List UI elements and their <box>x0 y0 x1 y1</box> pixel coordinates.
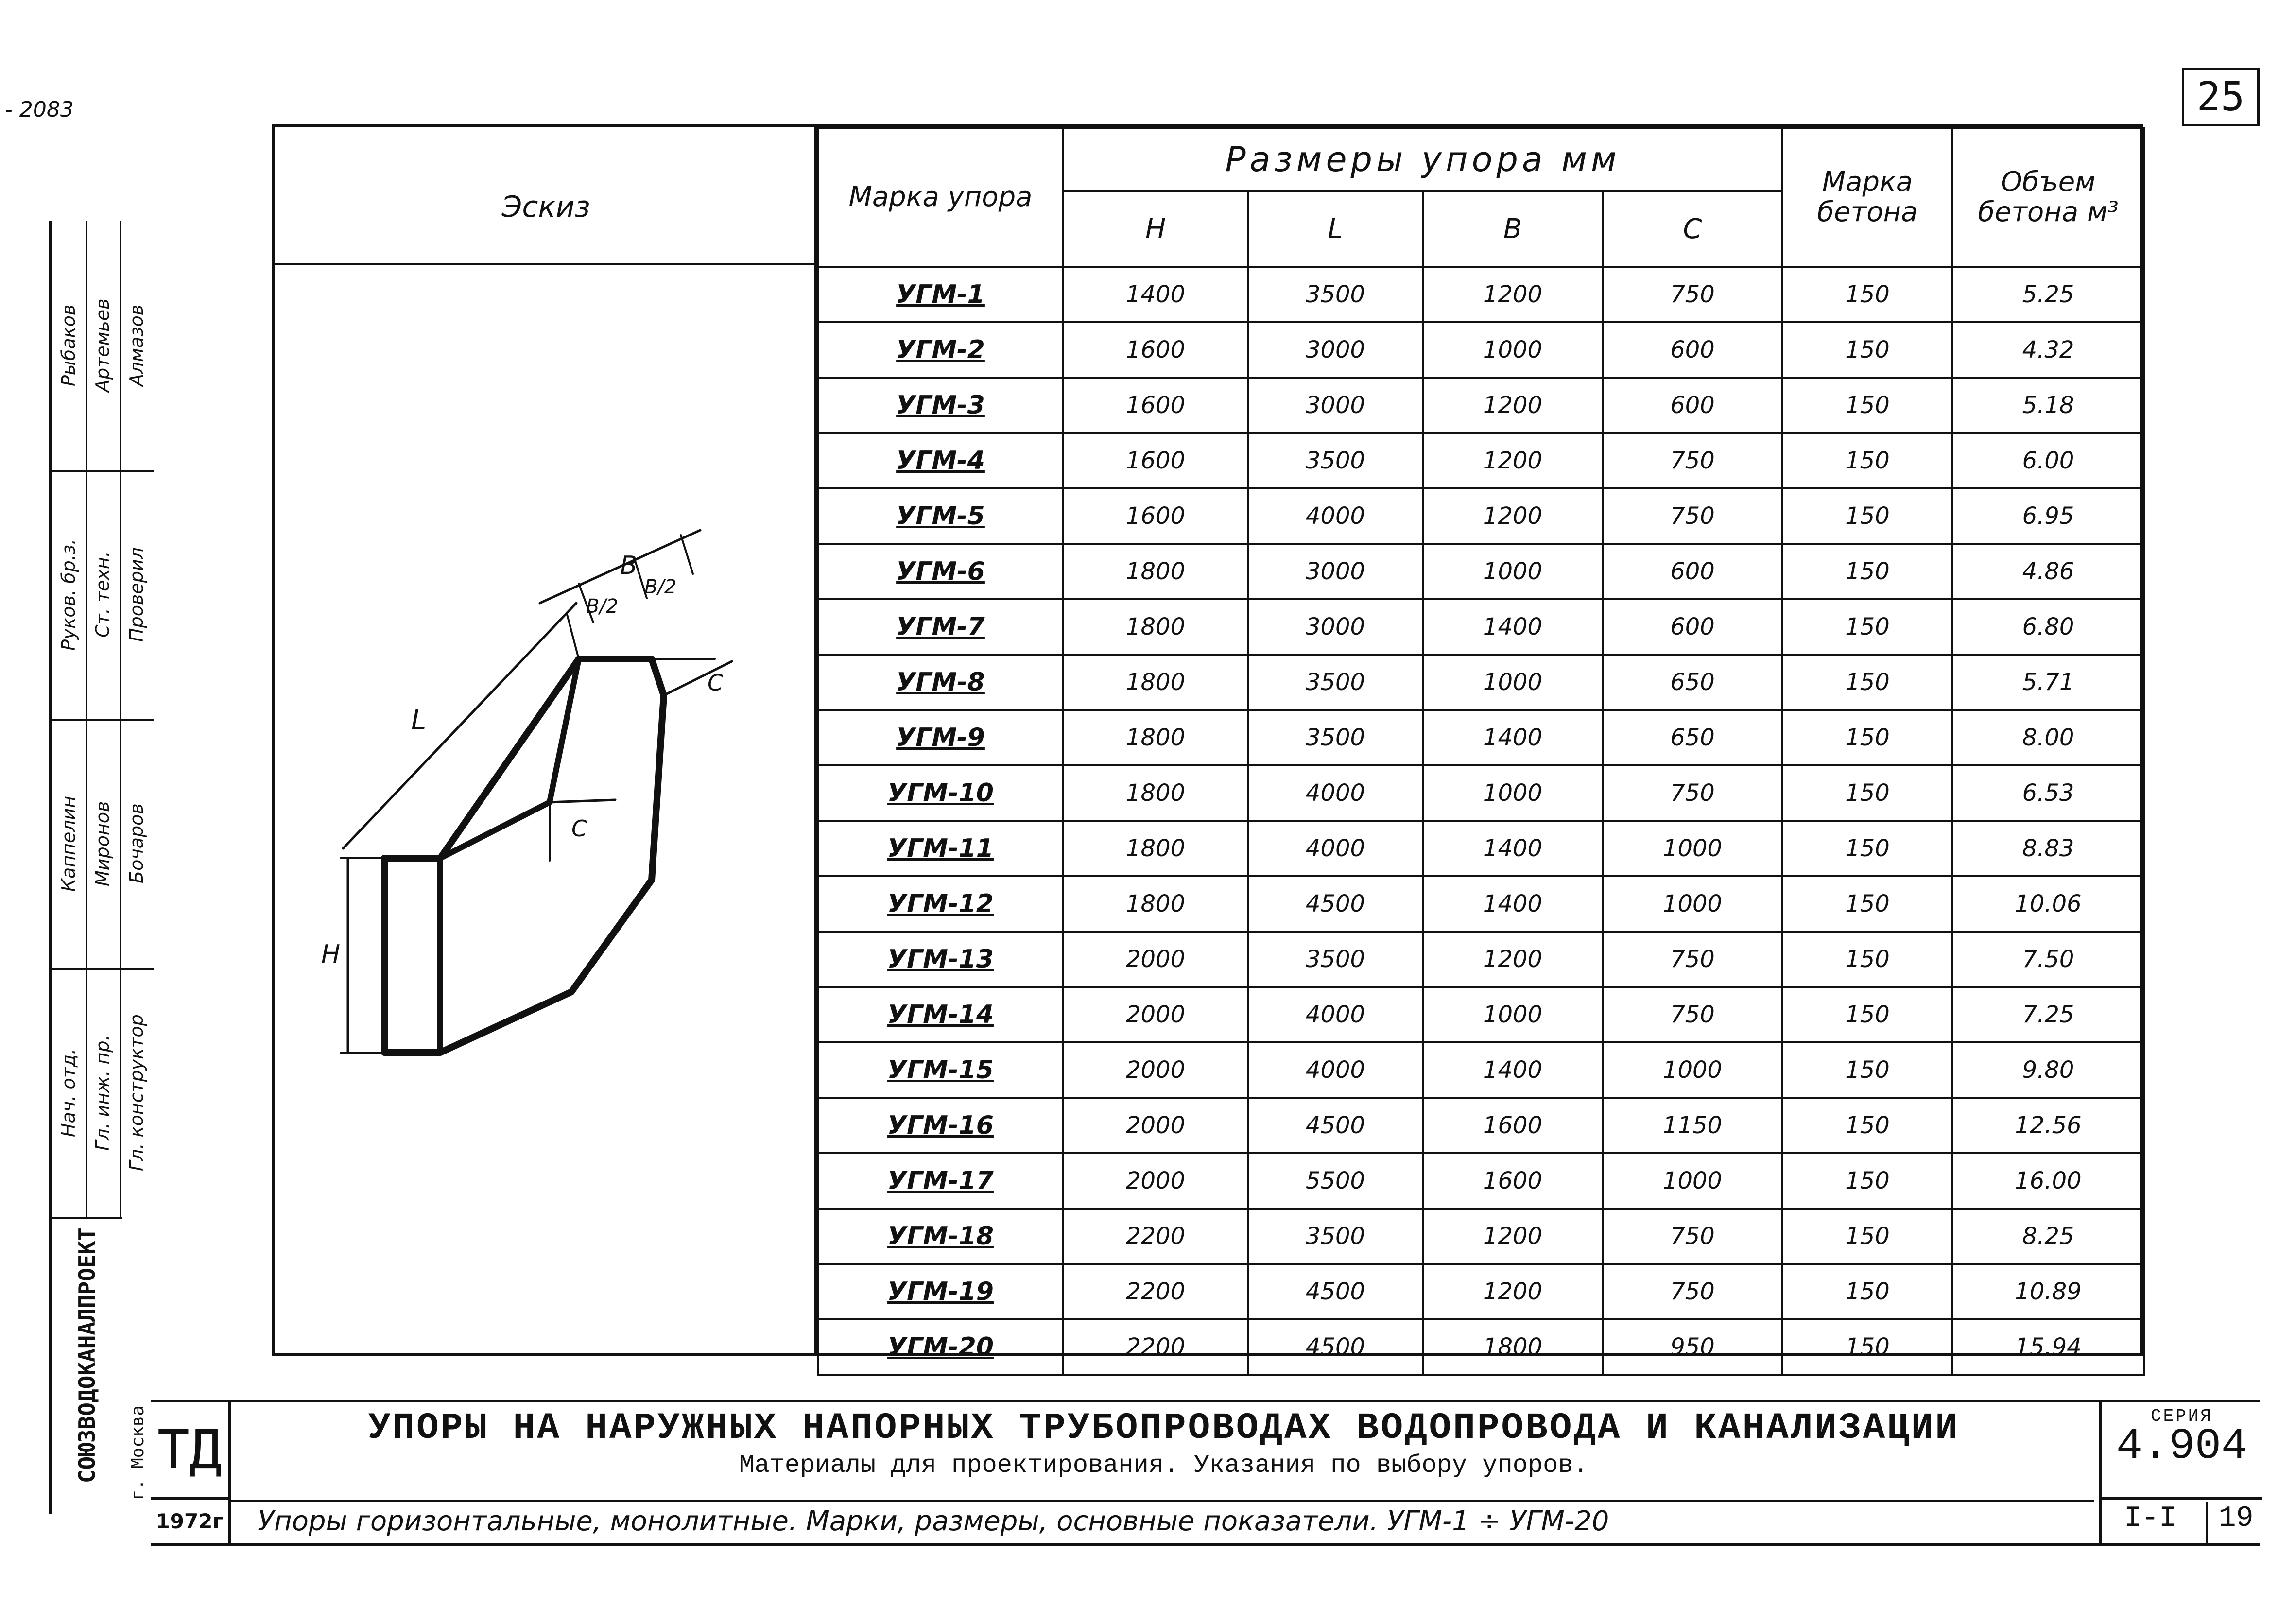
cell-c: 750 <box>1603 765 1782 821</box>
header-size-group: Размеры упора мм <box>1063 128 1782 191</box>
cell-b: 1200 <box>1423 433 1603 488</box>
table-row <box>818 1098 2144 1153</box>
label-b-half-1: B/2 <box>586 595 619 618</box>
sketch-area <box>275 127 817 1353</box>
cell-brand: УГМ-15 <box>818 1042 1063 1098</box>
stamp-name: Бочаров <box>126 803 147 884</box>
cell-c: 750 <box>1603 1209 1782 1264</box>
page-number: 25 <box>2182 68 2260 126</box>
cell-l: 3500 <box>1248 932 1423 987</box>
cell-concrete: 150 <box>1782 987 1952 1042</box>
signature-stamp <box>49 221 154 1514</box>
cell-h: 1800 <box>1063 876 1248 932</box>
block-outline <box>384 659 664 1053</box>
cell-l: 3500 <box>1248 267 1423 322</box>
cell-concrete: 150 <box>1782 1153 1952 1209</box>
cell-h: 1800 <box>1063 710 1248 765</box>
table-row <box>818 599 2144 655</box>
stamp-name: Миронов <box>92 801 113 886</box>
cell-h: 2200 <box>1063 1319 1248 1375</box>
cell-brand: УГМ-19 <box>818 1264 1063 1319</box>
cell-c: 650 <box>1603 710 1782 765</box>
cell-b: 1000 <box>1423 987 1603 1042</box>
sheet-number: 19 <box>2206 1502 2264 1543</box>
cell-brand: УГМ-9 <box>818 710 1063 765</box>
cell-concrete: 150 <box>1782 821 1952 876</box>
document-year: 1972г <box>151 1500 231 1543</box>
stamp-name-row <box>52 719 154 968</box>
cell-brand: УГМ-17 <box>818 1153 1063 1209</box>
cell-h: 2000 <box>1063 1098 1248 1153</box>
series-label: СЕРИЯ <box>2150 1406 2213 1426</box>
cell-l: 4000 <box>1248 1042 1423 1098</box>
series-value: 4.904 <box>2116 1422 2248 1471</box>
label-b: B <box>620 551 638 580</box>
cell-h: 1800 <box>1063 599 1248 655</box>
dim-l-line <box>343 603 576 848</box>
cell-volume: 5.71 <box>1952 655 2144 710</box>
cell-brand: УГМ-6 <box>818 544 1063 599</box>
cell-concrete: 150 <box>1782 488 1952 544</box>
dim-b-tick-3 <box>681 535 693 574</box>
cell-brand: УГМ-11 <box>818 821 1063 876</box>
cell-brand: УГМ-10 <box>818 765 1063 821</box>
organization-city <box>122 1405 154 1501</box>
cell-b: 1200 <box>1423 267 1603 322</box>
table-body <box>818 267 2144 1375</box>
cell-concrete: 150 <box>1782 378 1952 433</box>
cell-c: 750 <box>1603 1264 1782 1319</box>
table-row <box>818 488 2144 544</box>
title-divider <box>231 1500 2094 1502</box>
cell-concrete: 150 <box>1782 267 1952 322</box>
cell-h: 2000 <box>1063 1153 1248 1209</box>
cell-c: 750 <box>1603 488 1782 544</box>
cell-h: 1600 <box>1063 378 1248 433</box>
cell-h: 1600 <box>1063 433 1248 488</box>
cell-concrete: 150 <box>1782 655 1952 710</box>
table-row <box>818 433 2144 488</box>
cell-brand: УГМ-14 <box>818 987 1063 1042</box>
cell-l: 3000 <box>1248 544 1423 599</box>
label-b-half-2: B/2 <box>644 576 677 598</box>
cell-volume: 6.80 <box>1952 599 2144 655</box>
header-brand: Марка упора <box>818 128 1063 267</box>
cell-brand: УГМ-12 <box>818 876 1063 932</box>
header-h: H <box>1063 191 1248 267</box>
cell-c: 1000 <box>1603 876 1782 932</box>
cell-l: 3000 <box>1248 322 1423 378</box>
subtitle: Материалы для проектирования. Указания по выбору упоров. <box>739 1451 1588 1480</box>
table-row <box>818 1042 2144 1098</box>
title-block <box>151 1400 2260 1546</box>
cell-h: 1800 <box>1063 765 1248 821</box>
cell-l: 3000 <box>1248 378 1423 433</box>
stamp-role: Нач. отд. <box>58 1048 79 1137</box>
cell-l: 4500 <box>1248 1264 1423 1319</box>
cell-b: 1000 <box>1423 765 1603 821</box>
drawing-code: - 2083 <box>5 97 74 122</box>
table-row <box>818 267 2144 322</box>
cell-b: 1200 <box>1423 488 1603 544</box>
cell-brand: УГМ-4 <box>818 433 1063 488</box>
cell-concrete: 150 <box>1782 1098 1952 1153</box>
cell-b: 1000 <box>1423 655 1603 710</box>
header-c: C <box>1603 191 1782 267</box>
stamp-role: Гл. конструктор <box>126 1014 147 1171</box>
sketch-title: Эскиз <box>501 190 590 224</box>
cell-volume: 8.25 <box>1952 1209 2144 1264</box>
cell-concrete: 150 <box>1782 1319 1952 1375</box>
cell-c: 1000 <box>1603 1153 1782 1209</box>
stamp-grid <box>52 221 154 1217</box>
cell-c: 1150 <box>1603 1098 1782 1153</box>
cell-brand: УГМ-3 <box>818 378 1063 433</box>
cell-l: 4500 <box>1248 876 1423 932</box>
cell-b: 1400 <box>1423 821 1603 876</box>
cell-c: 650 <box>1603 655 1782 710</box>
stamp-role-row <box>52 470 154 719</box>
cell-b: 1200 <box>1423 1209 1603 1264</box>
header-b: B <box>1423 191 1603 267</box>
cell-l: 3000 <box>1248 599 1423 655</box>
stamp-role: Руков. бр.з. <box>58 538 79 651</box>
cell-b: 1400 <box>1423 599 1603 655</box>
stamp-name: Алмазов <box>126 304 147 387</box>
cell-concrete: 150 <box>1782 932 1952 987</box>
table-row <box>818 765 2144 821</box>
table-row <box>818 876 2144 932</box>
cell-c: 750 <box>1603 267 1782 322</box>
label-c-top: C <box>708 670 724 696</box>
stamp-role: Гл. инж. пр. <box>92 1035 113 1151</box>
cell-concrete: 150 <box>1782 710 1952 765</box>
cell-h: 1400 <box>1063 267 1248 322</box>
cell-brand: УГМ-1 <box>818 267 1063 322</box>
cell-c: 950 <box>1603 1319 1782 1375</box>
stamp-name: Каппелин <box>58 795 79 892</box>
cell-l: 4500 <box>1248 1319 1423 1375</box>
cell-b: 1200 <box>1423 932 1603 987</box>
stamp-role: Ст. техн. <box>92 551 113 638</box>
sheet-description: Упоры горизонтальные, монолитные. Марки, размеры, основные показатели. УГМ-1 ÷ УГМ-20 <box>258 1505 1609 1537</box>
cell-l: 4000 <box>1248 987 1423 1042</box>
cell-l: 3500 <box>1248 710 1423 765</box>
label-l: L <box>411 705 427 736</box>
cell-h: 2000 <box>1063 932 1248 987</box>
document-code: ТД <box>151 1402 231 1500</box>
header-concrete-grade: Марка бетона <box>1782 128 1952 267</box>
cell-l: 4000 <box>1248 821 1423 876</box>
cell-concrete: 150 <box>1782 599 1952 655</box>
table-row <box>818 821 2144 876</box>
header-l: L <box>1248 191 1423 267</box>
table-row <box>818 544 2144 599</box>
table-row <box>818 655 2144 710</box>
cell-h: 1600 <box>1063 488 1248 544</box>
cell-volume: 9.80 <box>1952 1042 2144 1098</box>
cell-brand: УГМ-20 <box>818 1319 1063 1375</box>
label-h: H <box>321 940 341 969</box>
header-concrete-volume: Объем бетона м³ <box>1952 128 2144 267</box>
table-row <box>818 932 2144 987</box>
cell-c: 1000 <box>1603 821 1782 876</box>
cell-volume: 8.00 <box>1952 710 2144 765</box>
table-row <box>818 1209 2144 1264</box>
cell-b: 1400 <box>1423 1042 1603 1098</box>
cell-b: 1800 <box>1423 1319 1603 1375</box>
stamp-role-row <box>52 968 154 1217</box>
cell-volume: 12.56 <box>1952 1098 2144 1153</box>
cell-brand: УГМ-13 <box>818 932 1063 987</box>
table-row <box>818 710 2144 765</box>
cell-l: 4000 <box>1248 488 1423 544</box>
cell-l: 3500 <box>1248 1209 1423 1264</box>
cell-volume: 6.00 <box>1952 433 2144 488</box>
cell-concrete: 150 <box>1782 1042 1952 1098</box>
cell-concrete: 150 <box>1782 322 1952 378</box>
cell-brand: УГМ-2 <box>818 322 1063 378</box>
cell-concrete: 150 <box>1782 765 1952 821</box>
cell-brand: УГМ-16 <box>818 1098 1063 1153</box>
cell-l: 5500 <box>1248 1153 1423 1209</box>
cell-h: 2200 <box>1063 1264 1248 1319</box>
cell-brand: УГМ-5 <box>818 488 1063 544</box>
dim-c-mid-line <box>550 800 615 802</box>
cell-h: 2000 <box>1063 987 1248 1042</box>
cell-b: 1000 <box>1423 322 1603 378</box>
stamp-name: Артемьев <box>92 298 113 393</box>
main-title: УПОРЫ НА НАРУЖНЫХ НАПОРНЫХ ТРУБОПРОВОДАХ ВОДОПРОВОДА И КАНАЛИЗАЦИИ <box>368 1407 1960 1449</box>
cell-volume: 7.25 <box>1952 987 2144 1042</box>
cell-volume: 4.86 <box>1952 544 2144 599</box>
cell-concrete: 150 <box>1782 1209 1952 1264</box>
cell-volume: 10.06 <box>1952 876 2144 932</box>
dim-l-ext <box>567 613 579 659</box>
cell-volume: 6.95 <box>1952 488 2144 544</box>
stamp-name: Рыбаков <box>58 304 79 387</box>
cell-b: 1400 <box>1423 710 1603 765</box>
cell-volume: 7.50 <box>1952 932 2144 987</box>
cell-h: 2000 <box>1063 1042 1248 1098</box>
cell-volume: 4.32 <box>1952 322 2144 378</box>
cell-c: 600 <box>1603 544 1782 599</box>
stamp-name-row <box>52 221 154 470</box>
cell-concrete: 150 <box>1782 544 1952 599</box>
cell-b: 1200 <box>1423 378 1603 433</box>
cell-brand: УГМ-8 <box>818 655 1063 710</box>
cell-h: 2200 <box>1063 1209 1248 1264</box>
organization-label: СОЮЗВОДОКАНАЛПРОЕКТ <box>73 1227 100 1484</box>
table-row <box>818 1264 2144 1319</box>
cell-volume: 6.53 <box>1952 765 2144 821</box>
table-row <box>818 1319 2144 1375</box>
table-row <box>818 1153 2144 1209</box>
cell-brand: УГМ-7 <box>818 599 1063 655</box>
cell-l: 3500 <box>1248 433 1423 488</box>
issue-number: I-I <box>2123 1502 2177 1535</box>
cell-volume: 15.94 <box>1952 1319 2144 1375</box>
organization-name <box>52 1217 122 1491</box>
thrust-block-table <box>817 127 2145 1376</box>
cell-concrete: 150 <box>1782 433 1952 488</box>
cell-c: 1000 <box>1603 1042 1782 1098</box>
cell-c: 750 <box>1603 433 1782 488</box>
cell-volume: 8.83 <box>1952 821 2144 876</box>
table-row <box>818 987 2144 1042</box>
cell-volume: 5.25 <box>1952 267 2144 322</box>
cell-b: 1600 <box>1423 1153 1603 1209</box>
cell-l: 3500 <box>1248 655 1423 710</box>
table-row <box>818 378 2144 433</box>
cell-c: 750 <box>1603 987 1782 1042</box>
cell-b: 1400 <box>1423 876 1603 932</box>
cell-b: 1000 <box>1423 544 1603 599</box>
cell-concrete: 150 <box>1782 876 1952 932</box>
cell-b: 1600 <box>1423 1098 1603 1153</box>
label-c-mid: C <box>571 815 587 842</box>
cell-h: 1800 <box>1063 544 1248 599</box>
series-box <box>2099 1402 2262 1543</box>
cell-h: 1600 <box>1063 322 1248 378</box>
city-label: г. Москва <box>128 1405 148 1501</box>
cell-volume: 16.00 <box>1952 1153 2144 1209</box>
cell-l: 4000 <box>1248 765 1423 821</box>
cell-c: 600 <box>1603 599 1782 655</box>
cell-h: 1800 <box>1063 821 1248 876</box>
thrust-block-sketch <box>275 263 814 1354</box>
cell-l: 4500 <box>1248 1098 1423 1153</box>
cell-c: 600 <box>1603 322 1782 378</box>
cell-volume: 5.18 <box>1952 378 2144 433</box>
cell-concrete: 150 <box>1782 1264 1952 1319</box>
table-row <box>818 322 2144 378</box>
cell-b: 1200 <box>1423 1264 1603 1319</box>
cell-volume: 10.89 <box>1952 1264 2144 1319</box>
cell-brand: УГМ-18 <box>818 1209 1063 1264</box>
series-divider <box>2102 1497 2262 1500</box>
main-table-frame <box>272 124 2143 1362</box>
cell-c: 600 <box>1603 378 1782 433</box>
cell-c: 750 <box>1603 932 1782 987</box>
cell-h: 1800 <box>1063 655 1248 710</box>
stamp-role: Проверил <box>126 547 147 642</box>
